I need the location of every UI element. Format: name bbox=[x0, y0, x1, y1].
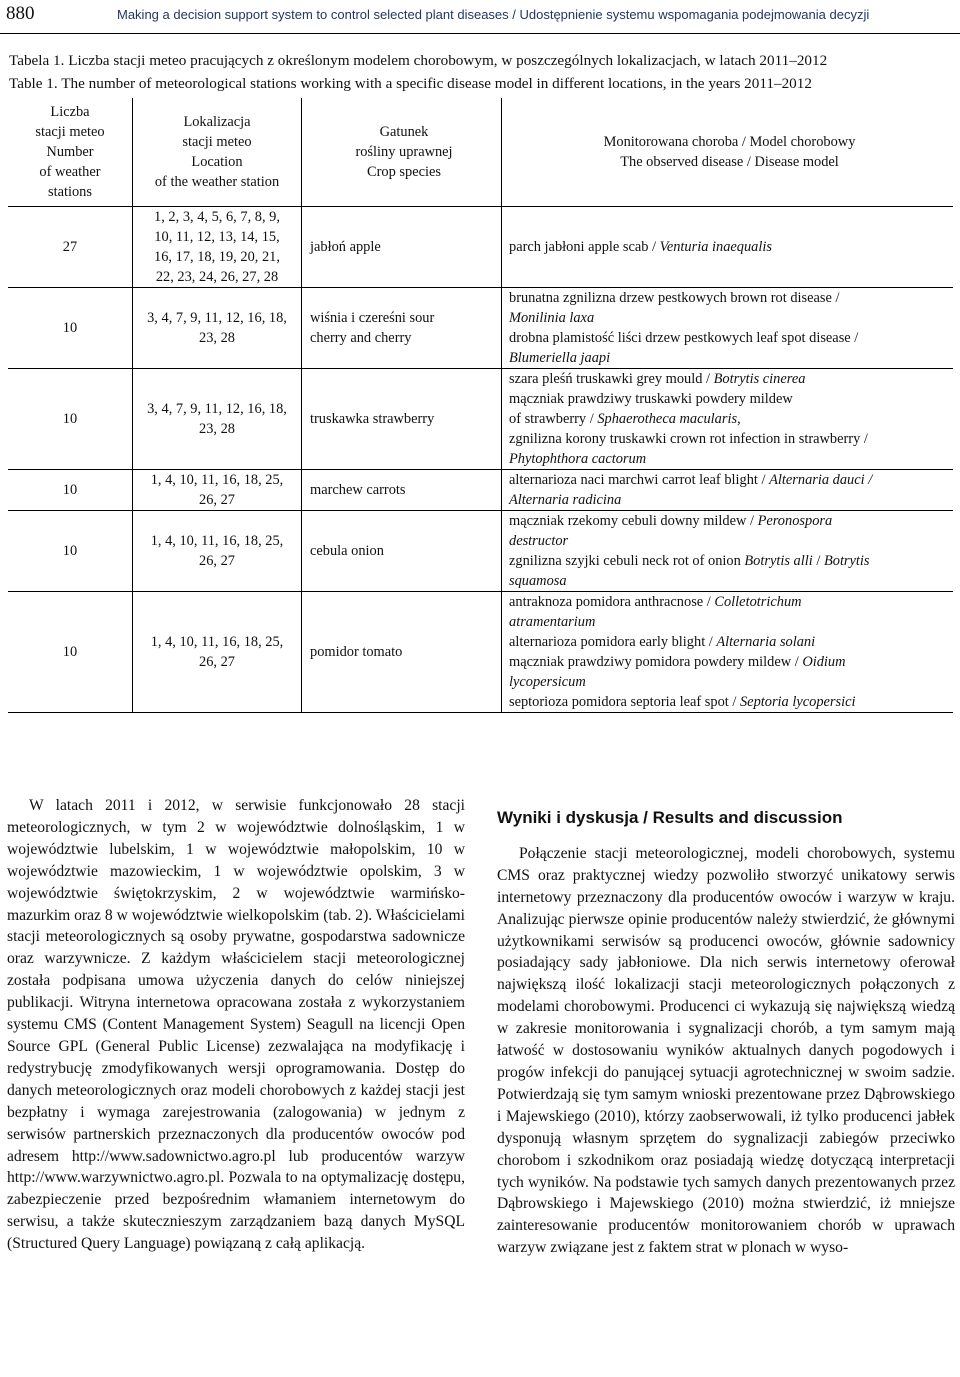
disease-line bbox=[509, 511, 950, 531]
pathogen-name: lycopersicum bbox=[509, 674, 586, 690]
section-heading: Wyniki i dyskusja / Results and discussion bbox=[497, 808, 843, 827]
header-crop-line: Gatunek bbox=[379, 124, 429, 140]
pathogen-name: Colletotrichum bbox=[714, 594, 802, 610]
header-disease-line: Monitorowana choroba / Model chorobowy bbox=[603, 134, 856, 150]
location-line: 26, 27 bbox=[199, 654, 235, 670]
header-count-line: stacji meteo bbox=[35, 124, 105, 140]
page-header bbox=[0, 0, 960, 36]
disease-line bbox=[509, 652, 950, 672]
pathogen-name: Blumeriella jaapi bbox=[509, 350, 611, 366]
location-line: 1, 4, 10, 11, 16, 18, 25, bbox=[150, 472, 284, 488]
disease-line bbox=[509, 449, 950, 469]
station-count-value: 10 bbox=[62, 411, 78, 427]
disease-text: alternarioza pomidora early blight / bbox=[509, 634, 717, 650]
pathogen-name: Monilinia laxa bbox=[509, 310, 595, 326]
crop-line: cherry and cherry bbox=[310, 330, 412, 346]
pathogen-name: Alternaria dauci / bbox=[769, 472, 873, 488]
crop-line: cebula onion bbox=[310, 543, 384, 559]
station-count-value: 10 bbox=[62, 320, 78, 336]
station-count-value: 10 bbox=[62, 543, 78, 559]
header-crop-line: rośliny uprawnej bbox=[355, 144, 453, 160]
disease-text: mączniak prawdziwy truskawki powdery mildew bbox=[509, 391, 793, 407]
location-line: 1, 4, 10, 11, 16, 18, 25, bbox=[150, 533, 284, 549]
location-line: 23, 28 bbox=[199, 330, 235, 346]
cell-crop bbox=[302, 511, 502, 592]
disease-line bbox=[509, 369, 950, 389]
cell-diseases bbox=[502, 592, 954, 713]
header-count-line: stations bbox=[48, 184, 92, 200]
disease-line bbox=[509, 490, 950, 510]
cell-diseases bbox=[502, 288, 954, 369]
table-row bbox=[8, 470, 953, 511]
pathogen-name: Botrytis cinerea bbox=[713, 371, 806, 387]
disease-text: brunatna zgnilizna drzew pestkowych brown rot disease / bbox=[509, 290, 840, 306]
header-count-line: Number bbox=[46, 144, 94, 160]
disease-text: parch jabłoni apple scab / bbox=[509, 239, 660, 255]
header-rule bbox=[0, 33, 960, 34]
header-crop bbox=[302, 98, 502, 207]
location-line: 26, 27 bbox=[199, 492, 235, 508]
disease-line bbox=[509, 592, 950, 612]
running-title: Making a decision support system to control selected plant diseases / Udostępnienie systemu wspomagania podejmowania decyzji bbox=[117, 7, 870, 22]
table-row bbox=[8, 511, 953, 592]
right-column bbox=[497, 795, 955, 1259]
pathogen-name: Sphaerotheca macularis bbox=[597, 411, 738, 427]
disease-text: mączniak rzekomy cebuli downy mildew / bbox=[509, 513, 758, 529]
pathogen-name: destructor bbox=[509, 533, 569, 549]
cell-locations bbox=[133, 511, 302, 592]
disease-text: of strawberry / bbox=[509, 411, 598, 427]
disease-text: zgnilizna korony truskawki crown rot infection in strawberry / bbox=[509, 431, 868, 447]
pathogen-name: Peronospora bbox=[757, 513, 833, 529]
location-line: 22, 23, 24, 26, 27, 28 bbox=[155, 269, 279, 285]
header-location-line: Lokalizacja bbox=[183, 114, 251, 130]
station-count-value: 27 bbox=[62, 239, 78, 255]
cell-locations bbox=[133, 369, 302, 470]
pathogen-name: Oidium bbox=[802, 654, 846, 670]
crop-line: marchew carrots bbox=[310, 482, 406, 498]
station-count-value: 10 bbox=[62, 482, 78, 498]
cell-crop bbox=[302, 470, 502, 511]
table-header-row bbox=[8, 98, 953, 207]
crop-line: jabłoń apple bbox=[310, 239, 381, 255]
cell-crop bbox=[302, 288, 502, 369]
cell-locations bbox=[133, 207, 302, 288]
disease-line bbox=[509, 632, 950, 652]
cell-station-count bbox=[8, 369, 133, 470]
disease-line bbox=[509, 551, 950, 571]
cell-crop bbox=[302, 592, 502, 713]
location-line: 23, 28 bbox=[199, 421, 235, 437]
disease-line bbox=[509, 389, 950, 409]
disease-text: mączniak prawdziwy pomidora powdery mildew / bbox=[509, 654, 803, 670]
table-row bbox=[8, 288, 953, 369]
location-line: 10, 11, 12, 13, 14, 15, bbox=[154, 229, 280, 245]
header-location-line: of the weather station bbox=[154, 174, 280, 190]
cell-station-count bbox=[8, 592, 133, 713]
page-number: 880 bbox=[6, 3, 35, 24]
disease-text: drobna plamistość liści drzew pestkowych leaf spot disease / bbox=[509, 330, 859, 346]
header-count bbox=[8, 98, 133, 207]
cell-station-count bbox=[8, 207, 133, 288]
crop-line: truskawka strawberry bbox=[310, 411, 435, 427]
disease-line bbox=[509, 571, 950, 591]
disease-line bbox=[509, 531, 950, 551]
cell-crop bbox=[302, 369, 502, 470]
cell-station-count bbox=[8, 288, 133, 369]
location-line: 3, 4, 7, 9, 11, 12, 16, 18, bbox=[147, 401, 287, 417]
cell-diseases bbox=[502, 470, 954, 511]
cell-locations bbox=[133, 470, 302, 511]
table-row bbox=[8, 592, 953, 713]
header-count-line: of weather bbox=[39, 164, 101, 180]
cell-locations bbox=[133, 288, 302, 369]
disease-line bbox=[509, 348, 950, 368]
cell-locations bbox=[133, 592, 302, 713]
disease-text: / bbox=[812, 553, 824, 569]
pathogen-name: Venturia inaequalis bbox=[659, 239, 772, 255]
disease-text: antraknoza pomidora anthracnose / bbox=[509, 594, 715, 610]
header-disease bbox=[502, 98, 954, 207]
disease-line bbox=[509, 470, 950, 490]
disease-text: , bbox=[737, 411, 741, 427]
header-disease-line: The observed disease / Disease model bbox=[620, 154, 839, 170]
disease-line bbox=[509, 612, 950, 632]
disease-line bbox=[509, 429, 950, 449]
disease-text: alternarioza naci marchwi carrot leaf blight / bbox=[509, 472, 770, 488]
disease-text: zgnilizna szyjki cebuli neck rot of onion bbox=[509, 553, 745, 569]
header-count-line: Liczba bbox=[50, 104, 90, 120]
disease-line bbox=[509, 308, 950, 328]
left-column bbox=[7, 795, 465, 1255]
disease-line bbox=[509, 288, 950, 308]
stations-table bbox=[8, 98, 953, 713]
location-line: 26, 27 bbox=[199, 553, 235, 569]
table-caption-pl: Tabela 1. Liczba stacji meteo pracujących z określonym modelem chorobowym, w poszczególnych lokalizacjach, w latach 2011–2012 bbox=[9, 52, 828, 69]
disease-line bbox=[509, 237, 950, 257]
stations-table-body bbox=[8, 98, 953, 713]
disease-text: szara pleśń truskawki grey mould / bbox=[509, 371, 714, 387]
disease-line bbox=[509, 328, 950, 348]
table-row bbox=[8, 207, 953, 288]
header-location-line: Location bbox=[191, 154, 243, 170]
cell-station-count bbox=[8, 470, 133, 511]
pathogen-name: Septoria lycopersici bbox=[739, 694, 856, 710]
pathogen-name: Alternaria solani bbox=[716, 634, 816, 650]
cell-diseases bbox=[502, 511, 954, 592]
disease-line bbox=[509, 692, 950, 712]
location-line: 1, 2, 3, 4, 5, 6, 7, 8, 9, bbox=[154, 209, 280, 225]
station-count-value: 10 bbox=[62, 644, 78, 660]
pathogen-name: Botrytis bbox=[823, 553, 870, 569]
location-line: 3, 4, 7, 9, 11, 12, 16, 18, bbox=[147, 310, 287, 326]
crop-line: pomidor tomato bbox=[310, 644, 403, 660]
disease-line bbox=[509, 409, 950, 429]
cell-crop bbox=[302, 207, 502, 288]
cell-diseases bbox=[502, 207, 954, 288]
body-paragraph-left: W latach 2011 i 2012, w serwisie funkcjonowało 28 stacji meteorologicznych, w tym 2 w województwie dolnośląskim, 1 w województwie lubelskim, 1 w województwie małopolskim, 10 w województwie mazowieckim, 1 w województwie opolskim, 3 w województwie świętokrzyskim, 2 w województwie warmińsko-mazurkim oraz 8 w województwie wielkopolskim (tab. 2). Właścicielami stacji meteorologicznych są osoby prywatne, gospodarstwa sadownicze oraz warzywnicze. Z każdym właścicielem stacji meteorologicznej została podpisana umowa użyczenia danych do celów niniejszej publikacji. Witryna internetowa opracowana została z wykorzystaniem systemu CMS (Content Management System) Seagull na licencji Open Source GPL (General Public License) zezwalająca na modyfikację i redystrybucję zmodyfikowanych wersji oprogramowania. Dostęp do danych meteorologicznych oraz modeli chorobowych z każdej stacji jest bezpłatny i wymaga zarejestrowania (zalogowania) w jednym z serwisów partnerskich przeznaczonych dla producentów owoców pod adresem http://www.sadownictwo.agro.pl lub producentów warzyw http://www.warzywnictwo.agro.pl. Pozwala to na optymalizację dostępu, zabezpieczenie przed bezpośrednim włamaniem internetowym do serwisu, a także skutecznieszym zarządzaniem bazą danych MySQL (Structured Query Language) powiązaną z całą aplikacją. bbox=[7, 797, 465, 1253]
header-location bbox=[133, 98, 302, 207]
cell-station-count bbox=[8, 511, 133, 592]
pathogen-name: Botrytis alli bbox=[744, 553, 813, 569]
pathogen-name: Alternaria radicina bbox=[509, 492, 622, 508]
disease-line bbox=[509, 672, 950, 692]
location-line: 1, 4, 10, 11, 16, 18, 25, bbox=[150, 634, 284, 650]
location-line: 16, 17, 18, 19, 20, 21, bbox=[154, 249, 280, 265]
pathogen-name: Phytophthora cactorum bbox=[509, 451, 647, 467]
pathogen-name: squamosa bbox=[509, 573, 567, 589]
body-paragraph-right: Połączenie stacji meteorologicznej, modeli chorobowych, systemu CMS oraz praktycznej wiedzy pozwoliło stworzyć unikatowy serwis internetowy przeznaczony dla producentów owoców i warzyw w kraju. Analizując pierwsze opinie producentów należy stwierdzić, że głównymi użytkownikami serwisów są producenci owoców, głównie sadownicy posiadający sady jabłoniowe. Dla nich serwis internetowy oferował największą ilość lokalizacji stacji meteorologicznych połączonych z modelami chorobowymi. Producenci ci wykazują się największą wiedzą w zakresie monitorowania i sygnalizacji chorób, a tym samym mają łatwość w dostosowaniu wyników aktualnych danych pogodowych i progów infekcji do panującej sytuacji agrotechnicznej w swoim sadzie. Potwierdzają się tym samym wnioski prezentowane przez Dąbrowskiego i Majewskiego (2010), którzy zaobserwowali, iż tylko producenci jabłek dysponują własnym sprzętem do sygnalizacji zabiegów przeciwko chorobom i szkodnikom oraz posiadają wiedzę dotyczącą interpretacji tych wyników. Na podstawie tych samych danych prezentowanych przez Dąbrowskiego i Majewskiego (2010) można stwierdzić, iż mniejsze zainteresowanie producentów monitorowaniem chorób w uprawach warzyw związane jest z faktem strat w plonach w wyso- bbox=[497, 844, 955, 1257]
disease-text: septorioza pomidora septoria leaf spot / bbox=[509, 694, 740, 710]
cell-diseases bbox=[502, 369, 954, 470]
header-location-line: stacji meteo bbox=[182, 134, 252, 150]
table-caption-en: Table 1. The number of meteorological stations working with a specific disease model in different locations, in the years 2011–2012 bbox=[9, 75, 812, 92]
crop-line: wiśnia i czereśni sour bbox=[310, 310, 435, 326]
table-row bbox=[8, 369, 953, 470]
header-crop-line: Crop species bbox=[367, 164, 441, 180]
pathogen-name: atramentarium bbox=[509, 614, 596, 630]
